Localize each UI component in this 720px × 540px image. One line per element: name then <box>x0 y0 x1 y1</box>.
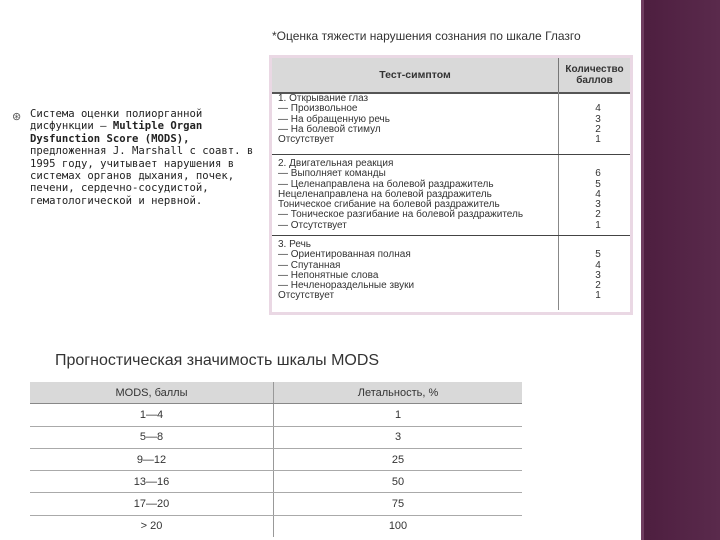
symptom-label: Нецеленаправлена на болевой раздражитель <box>278 188 492 200</box>
mods-text-part1: Система оценки полиорганной дисфункции – <box>30 108 203 133</box>
symptom-label: — Нечленораздельные звуки <box>278 280 415 292</box>
mortality-cell: 25 <box>391 453 405 466</box>
symptom-label: — Ориентированная полная <box>278 249 411 261</box>
mods-score-cell: 9—12 <box>30 449 274 470</box>
symptom-score: 6 <box>595 168 601 180</box>
symptom-score: 3 <box>595 113 601 125</box>
symptom-score: 3 <box>595 199 601 211</box>
prognosis-table <box>30 382 522 537</box>
symptom-label: — Непонятные слова <box>278 269 379 281</box>
prognosis-row <box>30 404 522 426</box>
symptom-score: 5 <box>595 178 601 190</box>
mortality-cell: 100 <box>388 520 408 533</box>
bullet-icon: ⊛ <box>12 111 22 123</box>
symptom-row <box>272 221 630 231</box>
prognosis-row <box>30 493 522 515</box>
symptom-label: — Спутанная <box>278 259 341 271</box>
glasgow-title: *Оценка тяжести нарушения сознания по шкале Глазго <box>272 29 581 43</box>
symptom-row <box>272 135 630 145</box>
section-divider <box>272 154 630 155</box>
header-mods-score: MODS, баллы <box>30 382 274 403</box>
symptom-label: — Целенаправлена на болевой раздражитель <box>278 178 494 190</box>
symptom-score: 4 <box>595 188 601 200</box>
glasgow-section <box>272 94 630 145</box>
mortality-cell: 1 <box>394 408 402 421</box>
symptom-label: — На болевой стимул <box>278 123 381 135</box>
header-symptom: Тест-симптом <box>272 58 559 92</box>
symptom-label: Отсутствует <box>278 290 335 302</box>
glasgow-table <box>272 58 630 312</box>
header-score-line1: Количество <box>565 64 624 75</box>
symptom-score: 1 <box>595 219 601 231</box>
section-divider <box>272 235 630 236</box>
mods-score-cell: 5—8 <box>30 427 274 448</box>
mods-text-part2: предложенная J. Marshall с соавт. в 1995 году, учитывает нарушения в системах органов дыхания, почек, печени, сердечно-сосудистой, гематологической и нервной. <box>30 145 254 207</box>
section-heading: 1. Открывание глаз <box>278 93 369 104</box>
symptom-score: 5 <box>595 249 601 261</box>
header-score-line2: баллов <box>576 75 613 86</box>
prognosis-header-row <box>30 382 522 404</box>
symptom-label: — Выполняет команды <box>278 168 386 180</box>
prognosis-row <box>30 427 522 449</box>
section-heading: 2. Двигательная реакция <box>278 158 394 169</box>
mortality-cell: 3 <box>394 431 402 444</box>
mortality-cell: 75 <box>391 498 405 511</box>
mods-score-cell: > 20 <box>30 516 274 537</box>
symptom-label: Отсутствует <box>278 134 335 146</box>
header-mortality: Летальность, % <box>357 386 439 399</box>
section-heading: 3. Речь <box>278 239 311 250</box>
symptom-score: 2 <box>595 209 601 221</box>
mods-score-cell: 17—20 <box>30 493 274 514</box>
symptom-row <box>272 291 630 301</box>
symptom-label: Тоническое сгибание на болевой раздражитель <box>278 199 500 211</box>
symptom-score: 2 <box>595 123 601 135</box>
symptom-score: 2 <box>595 280 601 292</box>
symptom-label: — Тоническое разгибание на болевой раздражитель <box>278 209 524 221</box>
mods-score-cell: 1—4 <box>30 404 274 425</box>
header-score <box>559 58 630 92</box>
prognosis-row <box>30 516 522 537</box>
decorative-side-bar <box>641 0 720 540</box>
symptom-label: — На обращенную речь <box>278 113 390 125</box>
glasgow-section <box>272 240 630 302</box>
prognosis-title: Прогностическая значимость шкалы MODS <box>55 352 380 369</box>
glasgow-table-frame <box>269 55 633 315</box>
glasgow-table-header <box>272 58 630 94</box>
symptom-score: 4 <box>595 103 601 115</box>
symptom-score: 1 <box>595 290 601 302</box>
symptom-label: — Произвольное <box>278 103 358 115</box>
mods-text-bold: Multiple Organ Dysfunction Score (MODS), <box>30 120 203 145</box>
symptom-score: 3 <box>595 269 601 281</box>
symptom-score: 4 <box>595 259 601 271</box>
glasgow-section <box>272 159 630 231</box>
symptom-score: 1 <box>595 134 601 146</box>
prognosis-row <box>30 449 522 471</box>
symptom-label: — Отсутствует <box>278 219 347 231</box>
mods-score-cell: 13—16 <box>30 471 274 492</box>
mods-description <box>30 108 258 207</box>
prognosis-row <box>30 471 522 493</box>
mortality-cell: 50 <box>391 475 405 488</box>
